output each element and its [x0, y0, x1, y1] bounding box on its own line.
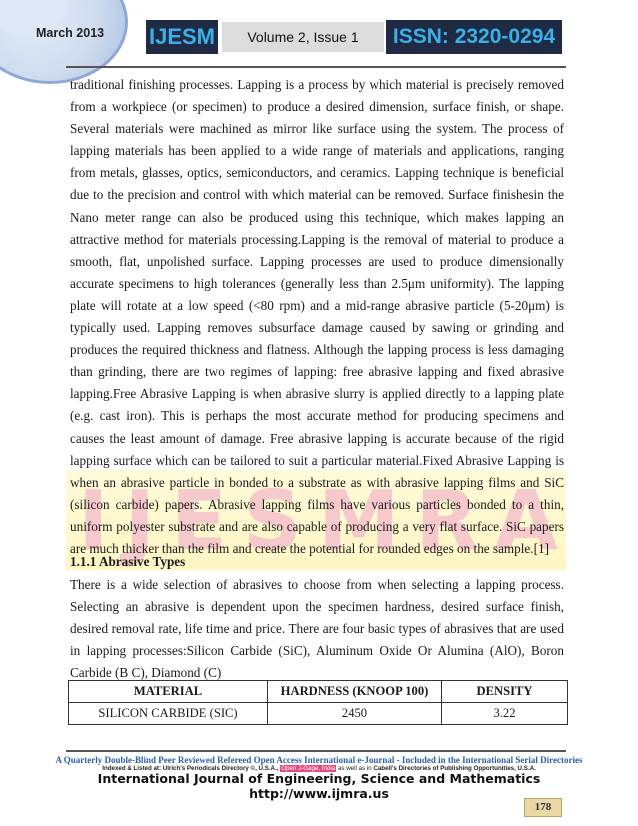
header-emblem	[0, 0, 128, 84]
watermark-letter: M	[317, 474, 400, 569]
issue-date: March 2013	[36, 26, 105, 40]
volume-issue: Volume 2, Issue 1	[222, 22, 384, 52]
issn-label: ISSN: 2320-0294	[386, 20, 562, 54]
table-cell-density: 3.22	[442, 703, 568, 725]
watermark-letter: E	[170, 474, 227, 569]
table-header-material: MATERIAL	[69, 681, 268, 703]
page-number: 178	[524, 798, 562, 817]
footer-indexing-join: as well as in	[337, 765, 372, 772]
footer-indexing-jgage: Open J-Gage, India	[281, 765, 336, 772]
footer-indexing-ulrich: Indexed & Listed at: Ulrich's Periodicals Directory ©, U.S.A.,	[102, 765, 279, 772]
table-row	[69, 703, 568, 725]
watermark-letter: J	[124, 474, 155, 569]
table-header-row	[69, 681, 568, 703]
footer-divider	[66, 750, 566, 752]
watermark-letter: R	[415, 474, 479, 569]
footer-url[interactable]: http://www.ijmra.us	[249, 786, 389, 801]
body-paragraph-abrasives: There is a wide selection of abrasives to choose from when selecting a lapping process. Selecting an abrasive is dependent upon the specimen hardness, desired surface finish, desired removal rate, life time and price. There are four basic types of abrasives that are used in lapping processes:Silicon Carbide (SiC), Aluminum Oxide Or Alumina (AlO), Boron Carbide (B C), Diamond (C)	[70, 577, 564, 681]
abrasive-table	[68, 680, 568, 725]
section-heading: 1.1.1 Abrasive Types	[70, 554, 186, 569]
table-header-density: DENSITY	[442, 681, 568, 703]
footer-description: A Quarterly Double-Blind Peer Reviewed Refereed Open Access International e-Journal - Included in the International Serial Directories	[55, 755, 583, 765]
body-paragraph-lapping: traditional finishing processes. Lapping is a process by which material is precisely removed from a workpiece (or specimen) to produce a desired dimension, surface finish, or shape. Several materials were machined as mirror like surface using the system. The process of lapping materials has been applied to a wide range of materials and applications, ranging from metals, glasses, optics, semiconductors, and ceramics. Lapping technique is beneficial due to the precision and control with which material can be removed. Surface finishesin the Nano meter range can also be produced using this technique, which makes lapping an attractive method for materials processing.Lapping is the removal of material to produce a smooth, flat, unpolished surface. Lapping processes are used to produce dimensionally accurate specimens to high tolerances (generally less than 2.5μm uniformity). The lapping plate will rotate at a low speed (<80 rpm) and a mid-range abrasive particle (5-20μm) is typically used. Lapping removes subsurface damage caused by sawing or grinding and produces the required thickness and flatness. Although the lapping process is less damaging than grinding, there are two regimes of lapping: free abrasive lapping and fixed abrasive lapping.Free Abrasive Lapping is when abrasive slurry is applied directly to a lapping plate (e.g. cast iron). This is perhaps the most accurate method for producing specimens and causes the least amount of damage. Free abrasive lapping is accurate because of the rigid lapping surface which can be tailored to suit a particular material.Fixed Abrasive Lapping is when an abrasive particle in bonded to a substrate as with abrasive lapping films and SiC (silicon carbide) papers. Abrasive lapping films have various particles bonded to a thin, uniform polyester substrate and are also capable of producing a very flat surface. SiC papers are much thicker than the film and create the potential for rounded edges on the sample.[1]	[70, 77, 564, 556]
header-divider	[66, 66, 566, 68]
table-cell-hardness: 2450	[268, 703, 442, 725]
journal-abbreviation: IJESM	[146, 20, 218, 54]
watermark-letter: I	[78, 474, 109, 569]
table-cell-material: SILICON CARBIDE (SIC)	[69, 703, 268, 725]
watermark-letter: S	[242, 474, 302, 569]
footer-journal-name: International Journal of Engineering, Science and Mathematics	[97, 771, 541, 786]
table-header-hardness: HARDNESS (KNOOP 100)	[268, 681, 442, 703]
footer-indexing-cabell: Cabell's Directories of Publishing Opportunities, U.S.A.	[373, 765, 536, 772]
watermark-letter: A	[494, 474, 558, 569]
